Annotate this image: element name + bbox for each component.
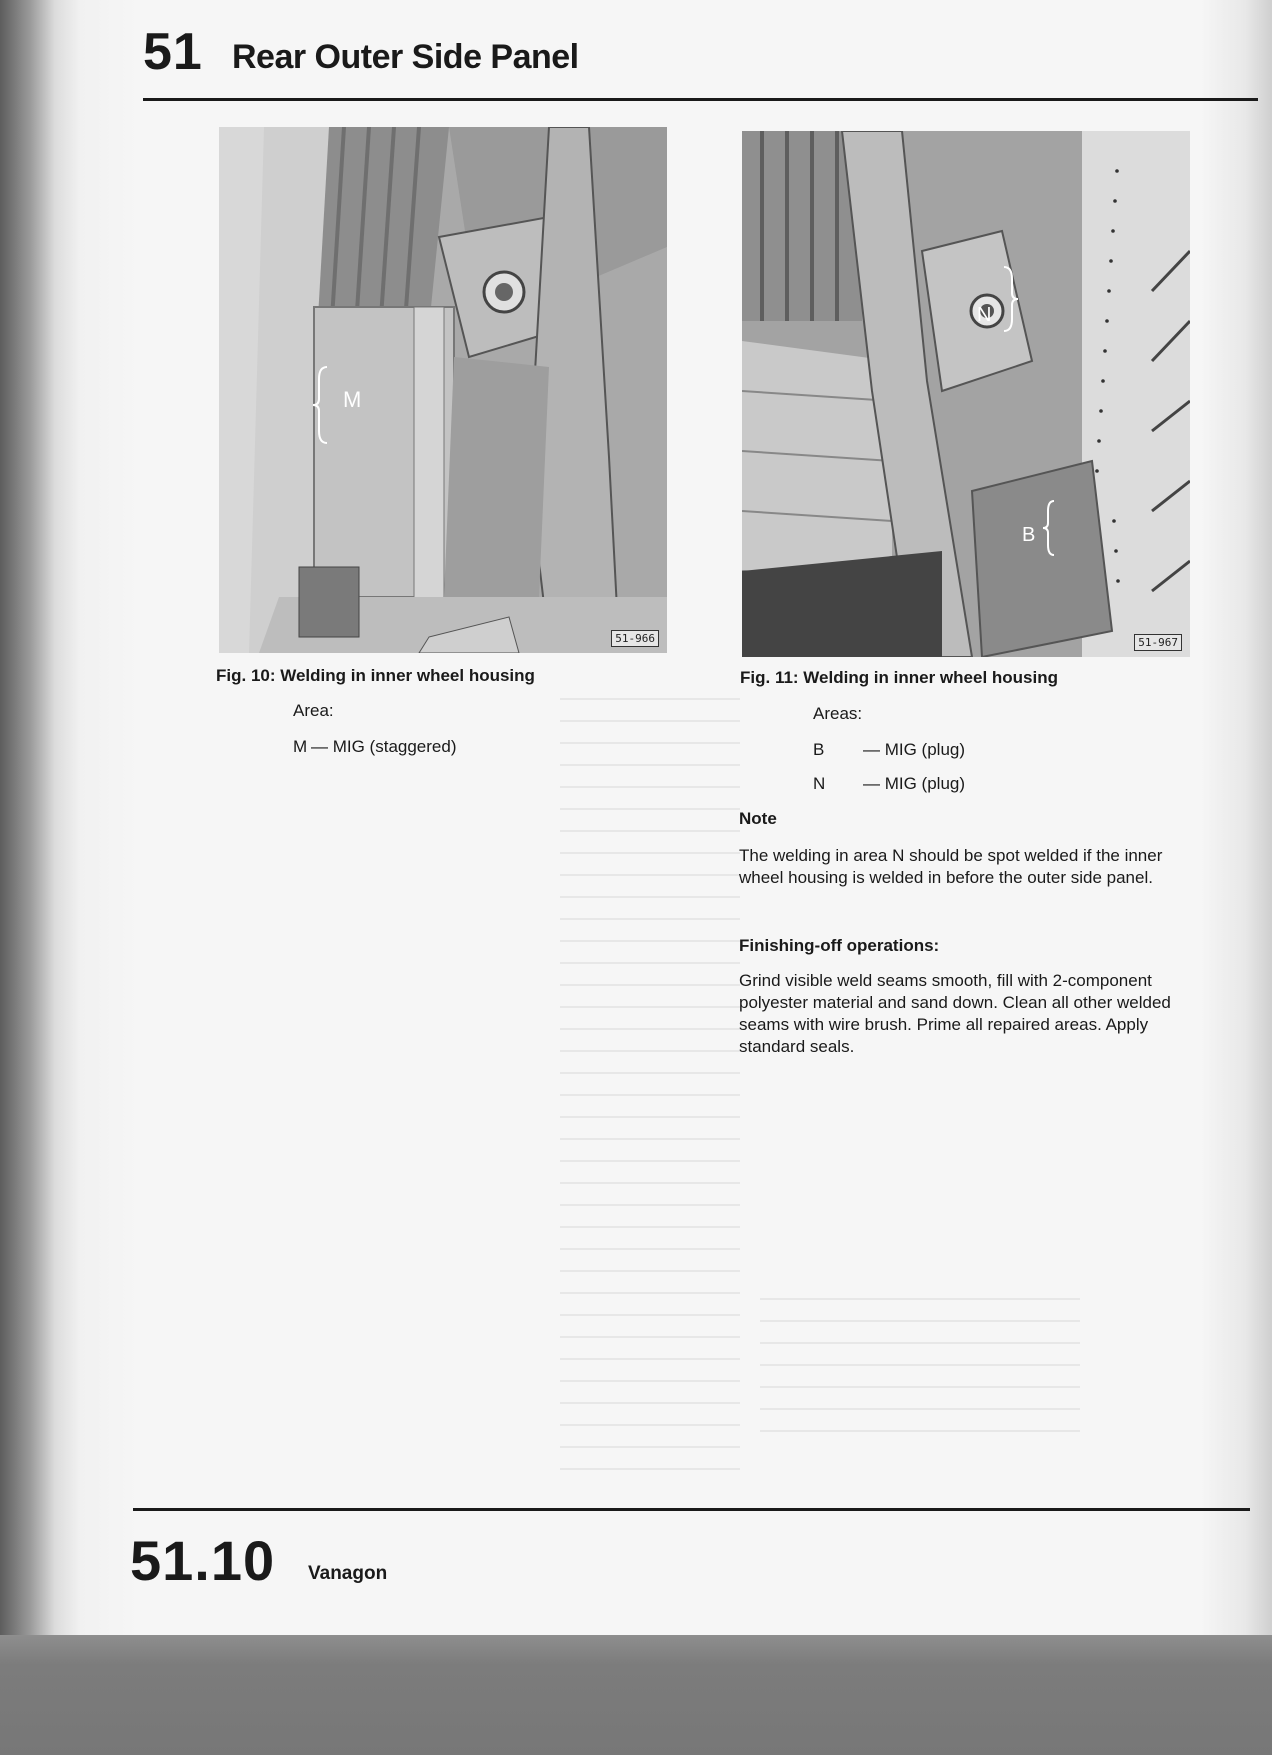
finishing-text: Grind visible weld seams smooth, fill with 2-component polyester material and sand down. Clean all other welded seams with wire brush. Prime all repaired areas. Apply standard seals.: [739, 971, 1171, 1056]
figure-10-area-m-value: — MIG (staggered): [311, 737, 457, 756]
header-rule: [143, 98, 1258, 101]
photo-marker-n: N: [977, 304, 992, 326]
bleed-through-texture-2: [760, 1290, 1080, 1450]
chapter-number: 51: [143, 23, 203, 81]
bleed-through-texture: [560, 690, 740, 1490]
finishing-heading: Finishing-off operations:: [739, 936, 940, 955]
note-heading: Note: [739, 809, 777, 828]
figure-10-area-m-key: M: [293, 737, 308, 756]
photo-marker-b: B: [1022, 524, 1036, 546]
figure-10-caption: Fig. 10: Welding in inner wheel housing: [216, 666, 535, 685]
figure-11-caption: Fig. 11: Welding in inner wheel housing: [740, 668, 1058, 687]
figure-11-photo: [742, 131, 1190, 657]
figure-11-area-n-value: — MIG (plug): [863, 774, 966, 793]
figure-10-photo: [219, 127, 667, 653]
scan-shadow: [0, 1635, 1272, 1755]
figure-11-area-n-key: N: [813, 774, 826, 793]
figure-11-areas-label: Areas:: [813, 704, 863, 723]
footer-rule: [133, 1508, 1250, 1511]
wheel-housing-photo-illustration-2: [742, 131, 1190, 657]
chapter-title: Rear Outer Side Panel: [232, 38, 579, 76]
figure-10-areas-label: Area:: [293, 701, 334, 720]
wheel-housing-photo-illustration: [219, 127, 667, 653]
figure-11-area-b-key: B: [813, 740, 825, 759]
page-number: 51.10: [130, 1529, 276, 1592]
vehicle-model: Vanagon: [308, 1563, 388, 1584]
figure-10-code: 51-966: [611, 630, 659, 647]
note-text: The welding in area N should be spot welded if the inner wheel housing is welded in before the outer side panel.: [739, 846, 1163, 887]
photo-marker-m: M: [343, 387, 362, 412]
figure-11-code: 51-967: [1134, 634, 1182, 651]
figure-11-area-b-value: — MIG (plug): [863, 740, 966, 759]
